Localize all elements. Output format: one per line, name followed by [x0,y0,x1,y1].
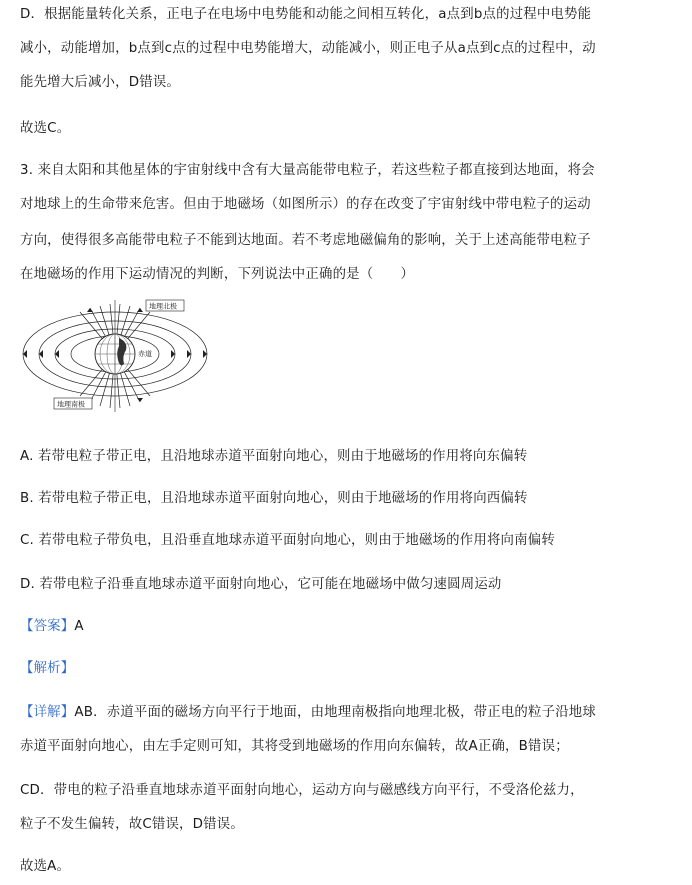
answer-line [20,618,84,636]
detail-text-1: AB．赤道平面的磁场方向平行于地面，由地理南极指向地理北极，带正电的粒子沿地球 [74,705,596,720]
question-stem-line-2: 对地球上的生命带来危害。但由于地磁场（如图所示）的存在改变了宇宙射线中带电粒子的运动 [20,197,591,212]
detail-line-5: 故选A。 [20,859,71,874]
option-a: A. 若带电粒子带正电，且沿地球赤道平面射向地心，则由于地磁场的作用将向东偏转 [20,449,528,464]
text-line-1: D．根据能量转化关系，正电子在电场中电势能和动能之间相互转化，a点到b点的过程中电势能 [20,7,592,22]
option-c: C. 若带电粒子带负电，且沿垂直地球赤道平面射向地心，则由于地磁场的作用将向南偏转 [20,533,555,548]
option-b: B. 若带电粒子带正电，且沿地球赤道平面射向地心，则由于地磁场的作用将向西偏转 [20,491,528,506]
detail-line-1 [20,704,596,722]
option-d: D. 若带电粒子沿垂直地球赤道平面射向地心，它可能在地磁场中做匀速圆周运动 [20,577,502,592]
detail-line-4: 粒子不发生偏转，故C错误，D错误。 [20,817,244,832]
analysis-heading [20,660,74,678]
analysis-tag: 【解析】 [20,661,75,676]
south-pole-label: 地理南极 [57,400,85,409]
detail-tag: 【详解】 [20,705,75,720]
north-pole-label: 地理北极 [149,302,177,311]
question-stem-line-3: 方向，使得很多高能带电粒子不能到达地面。若不考虑地磁偏角的影响，关于上述高能带电粒子 [20,233,591,248]
detail-line-3: CD．带电的粒子沿垂直地球赤道平面射向地心，运动方向与磁感线方向平行，不受洛伦兹力， [20,783,584,798]
geomagnetic-field-figure [20,298,210,416]
answer-value: A [74,619,84,634]
question-stem-line-4: 在地磁场的作用下运动情况的判断，下列说法中正确的是（ ） [20,267,415,282]
question-stem-line-1: 3. 来自太阳和其他星体的宇宙射线中含有大量高能带电粒子，若这些粒子都直接到达地面，将会 [20,163,595,178]
text-line-4: 故选C。 [20,121,71,136]
text-line-3: 能先增大后减小，D错误。 [20,75,181,90]
answer-tag: 【答案】 [20,619,75,634]
text-line-2: 减小，动能增加，b点到c点的过程中电势能增大，动能减小，则正电子从a点到c点的过程中，动 [20,41,596,56]
detail-line-2: 赤道平面射向地心，由左手定则可知，其将受到地磁场的作用向东偏转，故A正确，B错误； [20,739,569,754]
equator-label: 赤道 [138,350,152,358]
